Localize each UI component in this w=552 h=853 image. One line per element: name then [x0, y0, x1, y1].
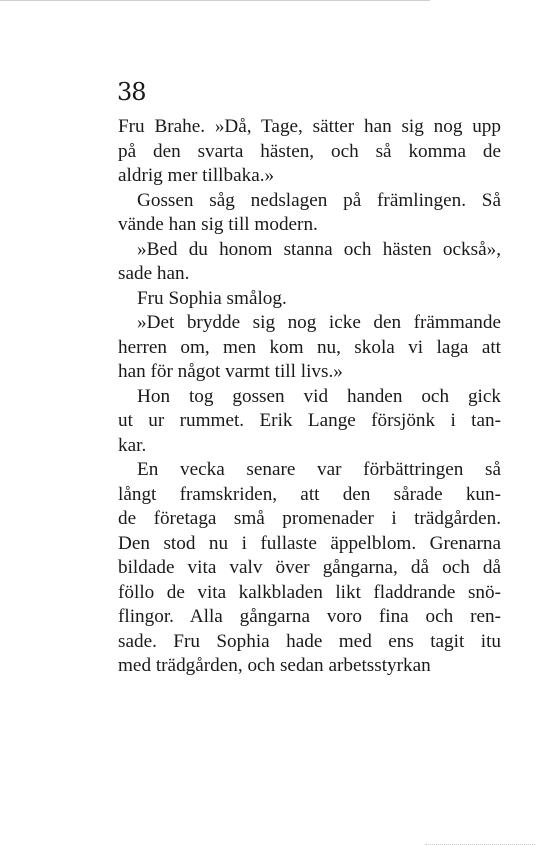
text-line: med trädgården, och sedan arbetsstyrkan	[118, 655, 431, 676]
text-line: de företaga små promenader i trädgården.	[118, 508, 501, 529]
text-line: bildade vita valv över gångarna, då och då	[118, 557, 501, 578]
page-number: 38	[117, 78, 146, 106]
text-line: Fru Brahe. »Då, Tage, sätter han sig nog upp	[118, 116, 501, 137]
text-line: han för något varmt till livs.»	[118, 361, 343, 382]
text-line: Hon tog gossen vid handen och gick	[137, 385, 501, 407]
paragraph	[118, 311, 501, 385]
top-edge-rule	[0, 0, 430, 1]
paragraph	[118, 115, 501, 189]
text-line: Fru Sophia smålog.	[137, 287, 287, 309]
text-line: En vecka senare var förbättringen så	[137, 459, 501, 480]
text-line: långt framskriden, att den sårade kun-	[118, 483, 501, 505]
text-line: Den stod nu i fullaste äppelblom. Grenarna	[118, 532, 501, 554]
bottom-edge-marks	[425, 844, 535, 846]
text-line: sade. Fru Sophia hade med ens tagit itu	[118, 630, 501, 652]
text-line: ut ur rummet. Erik Lange försjönk i tan-	[118, 410, 501, 431]
text-line: Gossen såg nedslagen på främlingen. Så	[137, 189, 501, 211]
text-line: sade han.	[118, 263, 190, 284]
paragraph	[118, 385, 501, 459]
text-line: vände han sig till modern.	[118, 214, 318, 235]
paragraph	[118, 287, 501, 312]
text-line: kar.	[118, 434, 147, 456]
paragraph	[118, 458, 501, 679]
text-line: herren om, men kom nu, skola vi laga att	[118, 336, 501, 358]
text-line: aldrig mer tillbaka.»	[118, 165, 275, 186]
text-line: »Det brydde sig nog icke den främmande	[137, 312, 501, 333]
text-line: på den svarta hästen, och så komma de	[118, 140, 501, 162]
paragraph	[118, 189, 501, 238]
text-line: föllo de vita kalkbladen likt fladdrande snö-	[118, 581, 501, 603]
text-line: flingor. Alla gångarna voro fina och ren-	[118, 606, 501, 627]
body-text	[118, 115, 501, 679]
text-line: »Bed du honom stanna och hästen också»,	[137, 238, 501, 260]
paragraph	[118, 238, 501, 287]
